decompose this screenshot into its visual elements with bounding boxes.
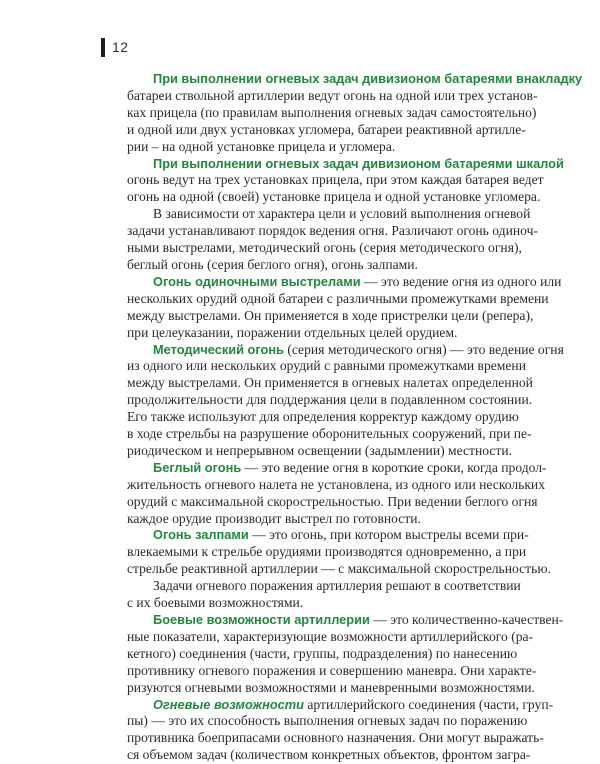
text-line: ся объемом задач (количеством конкретных объектов, фронтом загра- bbox=[127, 747, 531, 763]
text-line: огонь на одной (своей) установке прицела и одной установке угломера. bbox=[127, 189, 541, 205]
paragraph bbox=[101, 459, 547, 528]
text-line: ках прицела (по правилам выполнения огневых задач самостоятельно) bbox=[127, 104, 537, 120]
text-line: при целеуказании, поражении отдельных целей орудием. bbox=[127, 324, 458, 340]
page-header bbox=[101, 36, 129, 58]
text-line: жительность огневого налета не установлена, из одного или нескольких bbox=[127, 476, 546, 492]
text-span: — это ведение огня в короткие сроки, когда продол- bbox=[241, 459, 547, 475]
term-highlight: Боевые возможности артиллерии bbox=[153, 612, 370, 627]
page-number: 12 bbox=[112, 39, 129, 55]
text-line: Задачи огневого поражения артиллерия решают в соответствии bbox=[153, 578, 521, 594]
text-line bbox=[101, 527, 529, 544]
text-line: из одного или нескольких орудий с равными промежутками времени bbox=[127, 358, 526, 374]
text-line: кетного) соединения (части, группы, подразделения) по нанесению bbox=[127, 645, 518, 661]
text-line: ные показатели, характеризующие возможности артиллерийского (ра- bbox=[127, 628, 534, 644]
term-highlight: Огонь одиночными выстрелами bbox=[153, 273, 361, 289]
term-highlight: При выполнении огневых задач дивизионом батареями шкалой bbox=[153, 155, 564, 171]
text-line bbox=[101, 696, 554, 714]
term-highlight: При выполнении огневых задач дивизионом батареями внакладку bbox=[153, 71, 583, 86]
paragraph bbox=[101, 341, 564, 460]
text-line: задачи устанавливают порядок ведения огня. Различают огонь одиноч- bbox=[127, 223, 538, 239]
text-line: и одной или двух установках угломера, батареи реактивной артилле- bbox=[127, 121, 526, 137]
paragraph bbox=[101, 155, 564, 207]
paragraph bbox=[101, 206, 538, 274]
text-line: в ходе стрельбы на разрушение оборонительных сооружений, при пе- bbox=[127, 426, 532, 442]
text-line: пы) — это их способность выполнения огневых задач по поражению bbox=[127, 713, 528, 729]
text-line bbox=[101, 341, 564, 359]
text-line: с их боевыми возможностями. bbox=[127, 595, 304, 611]
term-highlight: Огневые возможности bbox=[153, 696, 304, 712]
text-line: каждое орудие производит выстрел по готовности. bbox=[127, 510, 421, 526]
text-line: ными выстрелами, методический огонь (серия методического огня), bbox=[127, 240, 522, 256]
text-span: — это количественно-качествен- bbox=[369, 612, 564, 627]
paragraph bbox=[101, 696, 554, 764]
text-line bbox=[101, 459, 547, 477]
text-line: В зависимости от характера цели и условий выполнения огневой bbox=[153, 206, 531, 222]
text-line bbox=[101, 155, 564, 173]
text-line: продолжительности для поддержания цели в подавленном состоянии. bbox=[127, 392, 533, 408]
body-text bbox=[101, 71, 583, 764]
term-highlight: Огонь залпами bbox=[153, 527, 249, 543]
text-span: — это огонь, при котором выстрелы всеми при- bbox=[248, 527, 529, 543]
text-line: между выстрелами. Он применяется в ходе пристрелки цели (репера), bbox=[127, 307, 534, 323]
paragraph bbox=[101, 578, 521, 612]
paragraph bbox=[101, 527, 551, 578]
text-line: огонь ведут на трех установках прицела, при этом каждая батарея ведет bbox=[127, 172, 544, 188]
text-line: батареи ствольной артиллерии ведут огонь на одной или трех установ- bbox=[127, 87, 538, 103]
text-line bbox=[101, 273, 562, 291]
text-span: артиллерийского соединения (части, груп- bbox=[303, 696, 554, 712]
text-line: ризуются огневыми возможностями и маневренными возможностями. bbox=[127, 679, 535, 695]
term-highlight: Методический огонь bbox=[153, 341, 284, 357]
text-line: противнику огневого поражения и совершению маневра. Они характе- bbox=[127, 662, 537, 678]
text-line bbox=[101, 612, 564, 629]
text-line: рии – на одной установке прицела и угломера. bbox=[127, 138, 396, 154]
text-line bbox=[101, 71, 583, 88]
text-line: стрельбе реактивной артиллерии — с максимальной скорострельностью. bbox=[127, 561, 551, 577]
term-highlight: Беглый огонь bbox=[153, 459, 242, 475]
text-line: риодическом и непрерывном освещении (задымлении) местности. bbox=[127, 442, 513, 458]
text-line: Его также используют для определения корректур каждому орудию bbox=[127, 409, 519, 425]
text-line: влекаемыми к стрельбе орудиями производятся одновременно, а при bbox=[127, 544, 527, 560]
paragraph bbox=[101, 273, 562, 342]
paragraph bbox=[101, 612, 564, 697]
text-line: орудий с максимальной скорострельностью. При ведении беглого огня bbox=[127, 493, 538, 509]
header-marker-bar bbox=[101, 38, 105, 57]
text-span: (серия методического огня) — это ведение огня bbox=[283, 341, 564, 357]
text-line: беглый огонь (серия беглого огня), огонь залпами. bbox=[127, 256, 418, 272]
paragraph bbox=[101, 71, 583, 156]
text-line: нескольких орудий одной батареи с различными промежутками времени bbox=[127, 290, 549, 306]
text-line: противника боеприпасами основного назначения. Они могут выражать- bbox=[127, 730, 544, 746]
text-line: между выстрелами. Он применяется в огневых налетах определенной bbox=[127, 375, 533, 391]
text-span: — это ведение огня из одного или bbox=[360, 273, 562, 289]
